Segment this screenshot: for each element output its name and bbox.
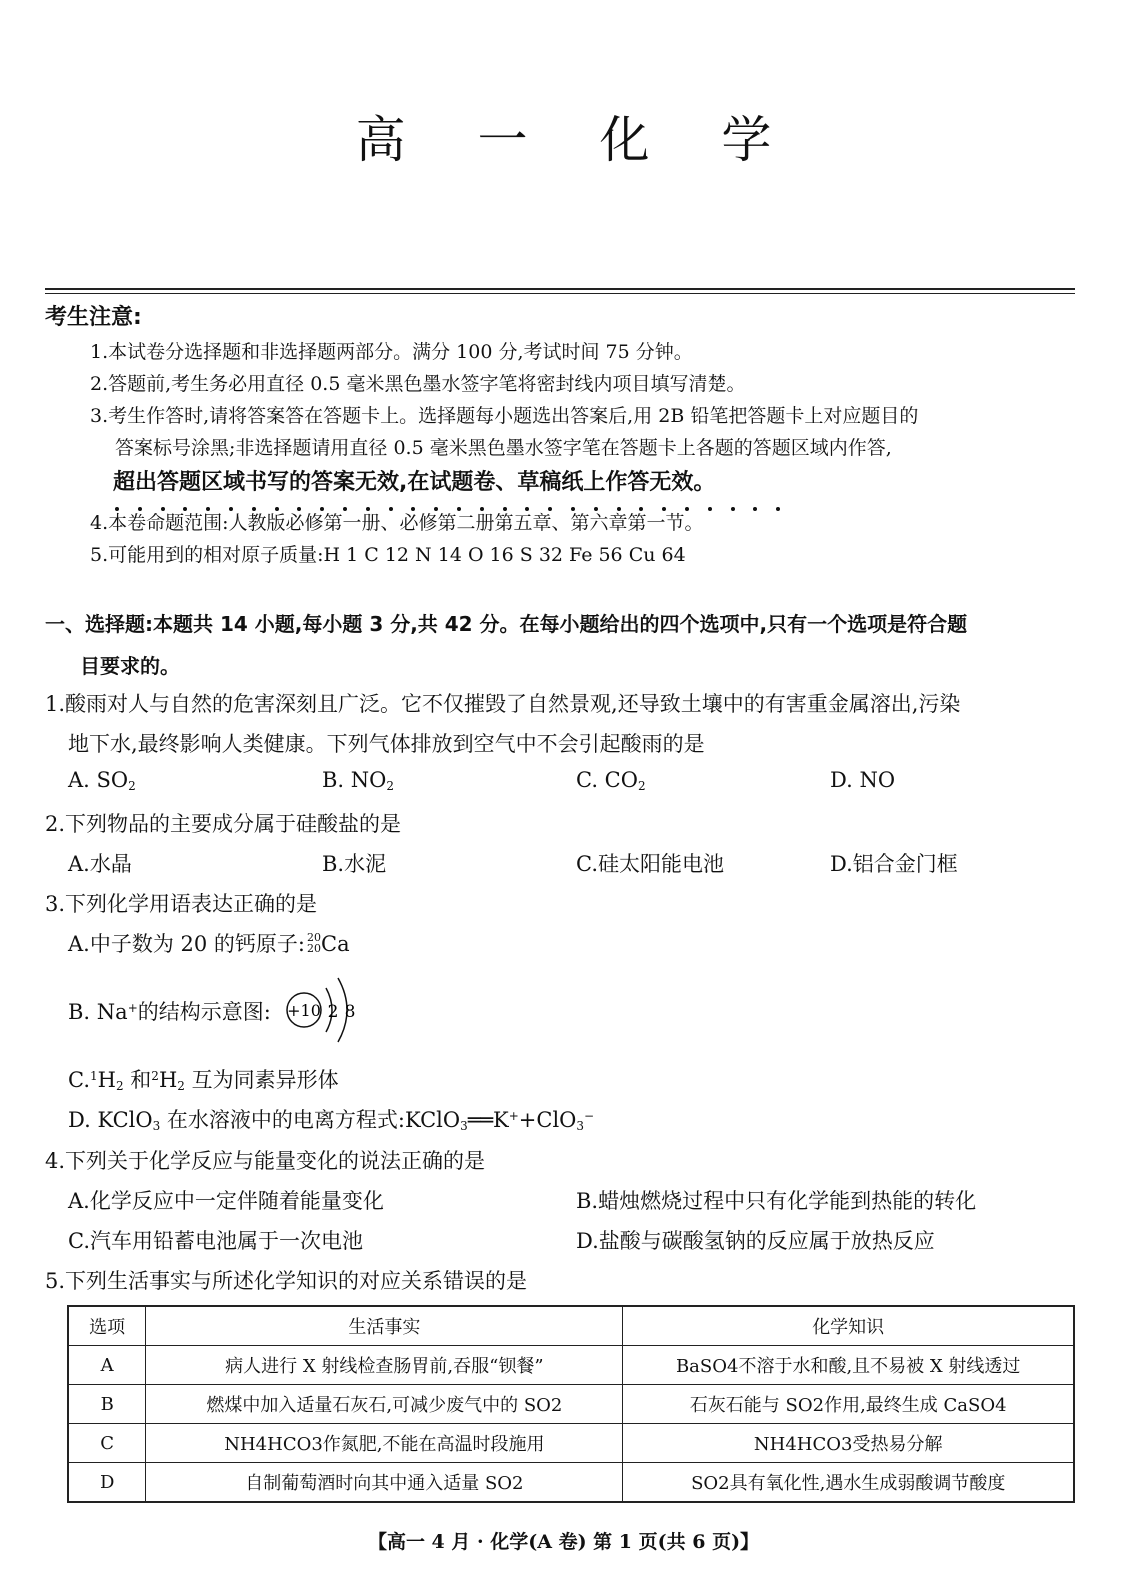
emphasis-dots	[115, 496, 815, 506]
q3-option-b: B. Na+的结构示意图:	[68, 1000, 271, 1024]
table-cell: C	[68, 1424, 146, 1463]
notice-item-3: 3.考生作答时,请将答案答在答题卡上。选择题每小题选出答案后,用 2B 铅笔把答题卡上对应题目的	[90, 405, 919, 427]
table-row	[68, 1385, 1074, 1424]
page-footer: 【高一 4 月 · 化学(A 卷) 第 1 页(共 6 页)】	[367, 1531, 760, 1553]
table-cell: D	[68, 1463, 146, 1503]
notice-item-3-emphasis: 超出答题区域书写的答案无效,在试题卷、草稿纸上作答无效。	[113, 470, 716, 495]
q3-option-a: A.中子数为 20 的钙原子: 20 20 Ca	[68, 931, 350, 956]
table-cell: 石灰石能与 SO2作用,最终生成 CaSO4	[623, 1385, 1074, 1424]
section-heading-cont: 目要求的。	[80, 654, 180, 678]
q2-option-c: C.硅太阳能电池	[576, 852, 724, 876]
q1-stem-cont: 地下水,最终影响人类健康。下列气体排放到空气中不会引起酸雨的是	[68, 732, 705, 756]
q3-stem: 3.下列化学用语表达正确的是	[45, 892, 318, 916]
notice-item-2: 2.答题前,考生务必用直径 0.5 毫米黑色墨水签字笔将密封线内项目填写清楚。	[90, 373, 746, 395]
table-cell: NH4HCO3作氮肥,不能在高温时段施用	[146, 1424, 623, 1463]
table-row	[68, 1424, 1074, 1463]
table-cell: SO2具有氧化性,遇水生成弱酸调节酸度	[623, 1463, 1074, 1503]
table-cell: BaSO4不溶于水和酸,且不易被 X 射线透过	[623, 1346, 1074, 1385]
q4-option-d: D.盐酸与碳酸氢钠的反应属于放热反应	[576, 1229, 935, 1253]
table-cell: 病人进行 X 射线检查肠胃前,吞服“钡餐”	[146, 1346, 623, 1385]
q1-option-a: A. $SO_2$	[68, 768, 136, 793]
table-cell: B	[68, 1385, 146, 1424]
table-header: 生活事实	[146, 1306, 623, 1346]
na-ion-structure-diagram	[282, 970, 372, 1050]
section-heading: 一、选择题:本题共 14 小题,每小题 3 分,共 42 分。在每小题给出的四个选项中,只有一个选项是符合题	[45, 612, 968, 636]
table-header-row	[68, 1306, 1074, 1346]
q1-option-c: C. $CO_2$	[576, 768, 646, 793]
q3-option-d: D. KClO$_3$ 在水溶液中的电离方程式:KClO$_3$══K++ClO$_3$−	[68, 1108, 595, 1133]
header-rule	[45, 288, 1075, 290]
q1-option-b: B. $NO_2$	[322, 768, 395, 793]
q3-option-c: $C.^1H_2$ 和$^2H_2$ 互为同素异形体	[68, 1068, 339, 1093]
table-row	[68, 1346, 1074, 1385]
table-header: 化学知识	[623, 1306, 1074, 1346]
notice-heading: 考生注意:	[45, 305, 142, 330]
table-row	[68, 1463, 1074, 1503]
header-rule-thin	[45, 293, 1075, 294]
notice-item-5: 5.可能用到的相对原子质量:H 1 C 12 N 14 O 16 S 32 Fe 56 Cu 64	[90, 544, 686, 566]
shell-1-count: 2	[327, 1002, 339, 1022]
table-cell: 自制葡萄酒时向其中通入适量 SO2	[146, 1463, 623, 1503]
table-cell: NH4HCO3受热易分解	[623, 1424, 1074, 1463]
notice-item-4: 4.本卷命题范围:人教版必修第一册、必修第二册第五章、第六章第一节。	[90, 512, 704, 534]
notice-item-1: 1.本试卷分选择题和非选择题两部分。满分 100 分,考试时间 75 分钟。	[90, 341, 693, 363]
q5-stem: 5.下列生活事实与所述化学知识的对应关系错误的是	[45, 1269, 528, 1293]
table-cell: 燃煤中加入适量石灰石,可减少废气中的 SO2	[146, 1385, 623, 1424]
q4-option-b: B.蜡烛燃烧过程中只有化学能到热能的转化	[576, 1189, 977, 1213]
table-header: 选项	[68, 1306, 146, 1346]
q4-stem: 4.下列关于化学反应与能量变化的说法正确的是	[45, 1149, 486, 1173]
q5-table	[67, 1305, 1075, 1503]
q4-option-c: C.汽车用铅蓄电池属于一次电池	[68, 1229, 363, 1253]
q2-stem: 2.下列物品的主要成分属于硅酸盐的是	[45, 812, 402, 836]
notice-item-3-cont: 答案标号涂黑;非选择题请用直径 0.5 毫米黑色墨水签字笔在答题卡上各题的答题区域内作答,	[115, 437, 892, 459]
nucleus-label: +10	[287, 1001, 321, 1020]
table-cell: A	[68, 1346, 146, 1385]
q4-option-a: A.化学反应中一定伴随着能量变化	[68, 1189, 384, 1213]
q1-option-d: D. NO	[830, 768, 896, 792]
q2-option-b: B.水泥	[322, 852, 387, 876]
q1-stem: 1.酸雨对人与自然的危害深刻且广泛。它不仅摧毁了自然景观,还导致土壤中的有害重金属溶出,污染	[45, 692, 961, 716]
q2-option-a: A.水晶	[68, 852, 132, 876]
exam-title: 高 一 化 学	[355, 111, 800, 169]
shell-2-count: 8	[344, 1002, 356, 1022]
isotope-notation: 20 20	[307, 931, 321, 955]
q2-option-d: D.铝合金门框	[830, 852, 958, 876]
